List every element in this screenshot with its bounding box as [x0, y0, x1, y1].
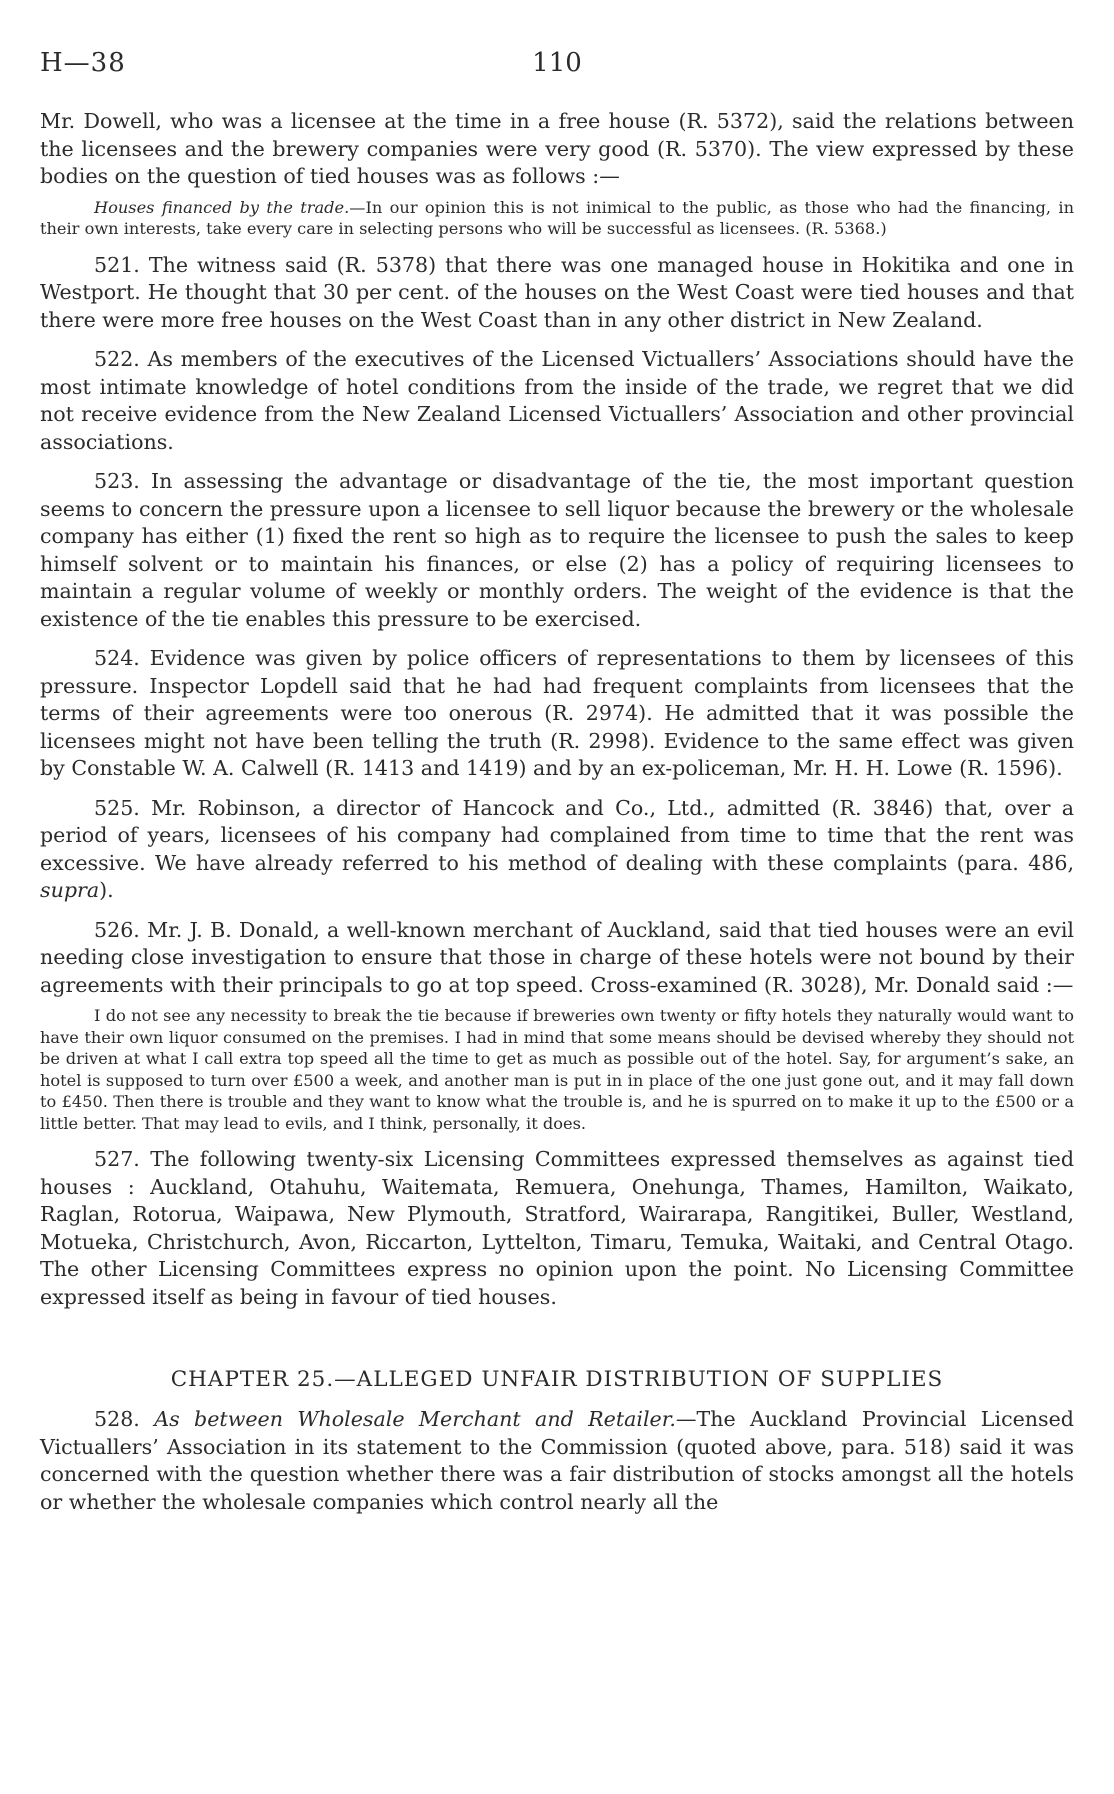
chapter-heading: CHAPTER 25.—ALLEGED UNFAIR DISTRIBUTION OF SUPPLIES — [170, 1367, 944, 1392]
paragraph-528-italic-heading: As between Wholesale Merchant and Retailer. — [154, 1407, 676, 1431]
paragraph-525-end: ). — [99, 878, 114, 902]
intro-paragraph: Mr. Dowell, who was a licensee at the time in a free house (R. 5372), said the relations between the licensees and the brewery companies were very good (R. 5370). The view expressed by these bodies on the question of tied houses was as follows :— — [40, 109, 1074, 188]
paragraph-525-italic: supra — [40, 878, 100, 902]
paragraph-528 — [40, 1406, 1074, 1516]
paragraph-525-text: 525. Mr. Robinson, a director of Hancock and Co., Ltd., admitted (R. 3846) that, over a period of years, licensees of his company had complained from time to time that the rent was excessive. We have already referred to his method of dealing with these complaints (para. 486, — [40, 795, 1074, 875]
quote-houses-financed — [40, 197, 1074, 240]
quote-donald: I do not see any necessity to break the tie because if breweries own twenty or fifty hotels they naturally would want to have their own liquor consumed on the premises. I had in mind that some means should be devised whereby they should not be driven at what I call extra top speed all the time to get as much as possible out of the hotel. Say, for argument’s sake, an hotel is supposed to turn over £500 a week, and another man is put in in place of the one just gone out, and it may fall down to £450. Then there is trouble and they want to know what the trouble is, and he is spurred on to make it up to the £500 or a little better. That may lead to evils, and I think, personally, it does. — [40, 1006, 1074, 1133]
paragraph-521: 521. The witness said (R. 5378) that there was one managed house in Hokitika and one in Westport. He thought that 30 per cent. of the houses on the West Coast were tied houses and that there were more free houses on the West Coast than in any other district in New Zealand. — [40, 252, 1074, 332]
paragraph-523: 523. In assessing the advantage or disadvantage of the tie, the most important question seems to concern the pressure upon a licensee to sell liquor because the brewery or the wholesale company has either (1) fixed the rent so high as to require the licensee to push the sales to keep himself solvent or to maintain his finances, or else (2) has a policy of requiring licensees to maintain a regular volume of weekly or monthly orders. The weight of the evidence is that the existence of the tie enables this pressure to be exercised. — [40, 469, 1074, 631]
page-number: 110 — [532, 48, 582, 78]
paragraph-526: 526. Mr. J. B. Donald, a well-known merchant of Auckland, said that tied houses were an evil needing close investigation to ensure that those in charge of these hotels were not bound by their agreements with their principals to go at top speed. Cross-examined (R. 3028), Mr. Donald said :— — [40, 917, 1074, 997]
paragraph-527: 527. The following twenty-six Licensing Committees expressed themselves as against tied houses : Auckland, Otahuhu, Waitemata, Remuera, Onehunga, Thames, Hamilton, Waikato, Raglan, Rotorua, Waipawa, New Plymouth, Stratford, Wairarapa, Rangitikei, Buller, Westland, Motueka, Christchurch, Avon, Riccarton, Lyttelton, Timaru, Temuka, Waitaki, and Central Otago. The other Licensing Committees express no opinion upon the point. No Licensing Committee expressed itself as being in favour of tied houses. — [40, 1147, 1074, 1309]
paragraph-522: 522. As members of the executives of the Licensed Victuallers’ Associations should have the most intimate knowledge of hotel conditions from the inside of the trade, we regret that we did not receive evidence from the New Zealand Licensed Victuallers’ Association and other provincial associations. — [40, 347, 1074, 454]
paragraph-528-number: 528. — [94, 1407, 155, 1431]
page-header — [40, 48, 1074, 90]
paragraph-528-text: —The Auckland Provincial Licensed Victuallers’ Association in its statement to the Commission (quoted above, para. 518) said it was concerned with the question whether there was a fair distribution of stocks amongst all the hotels or whether the wholesale companies which control nearly all the — [40, 1407, 1074, 1514]
body-text — [40, 108, 1074, 1516]
paragraph-524: 524. Evidence was given by police officers of representations to them by licensees of this pressure. Inspector Lopdell said that he had had frequent complaints from licensees that the terms of their agreements were too onerous (R. 2974). He admitted that it was possible the licensees might not have been telling the truth (R. 2998). Evidence to the same effect was given by Constable W. A. Calwell (R. 1413 and 1419) and by an ex-policeman, Mr. H. H. Lowe (R. 1596). — [40, 646, 1074, 780]
quote-text: —In our opinion this is not inimical to the public, as those who had the financing, in their own interests, take every care in selecting persons who will be successful as licensees. (R. 5368.) — [40, 197, 1074, 238]
report-reference: H—38 — [40, 48, 126, 78]
quote-heading: Houses financed by the trade. — [94, 197, 350, 217]
paragraph-525 — [40, 795, 1074, 905]
